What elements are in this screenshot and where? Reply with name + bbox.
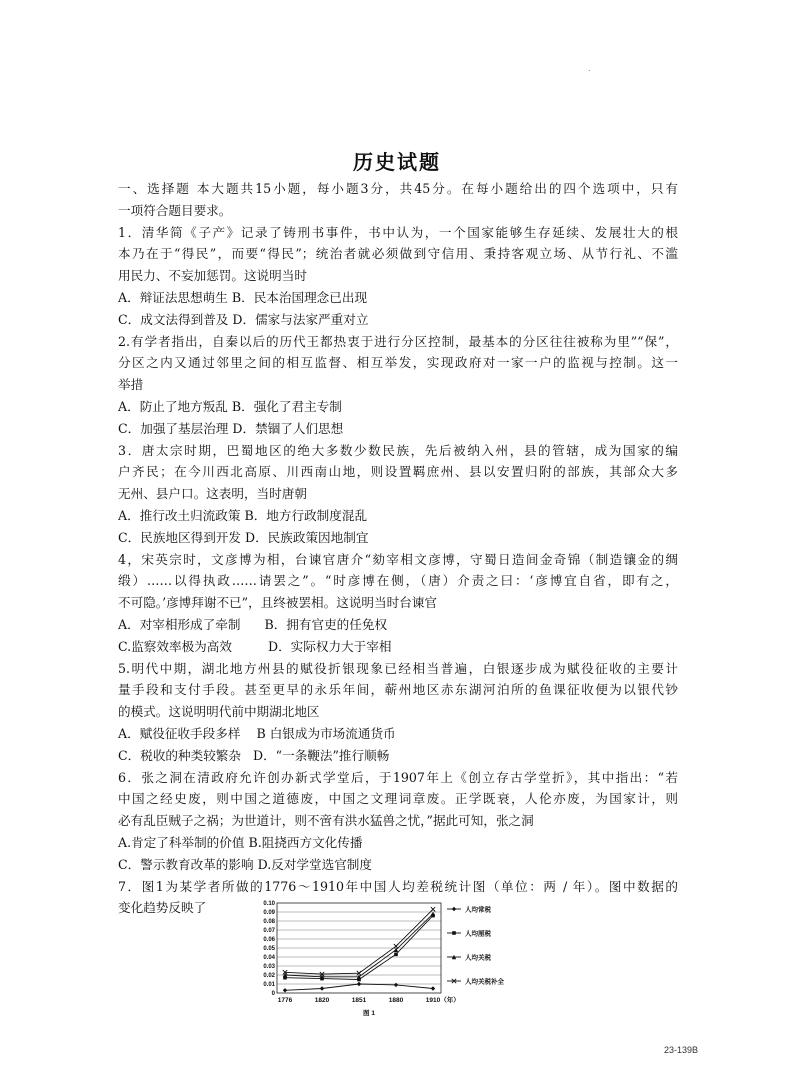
series-line bbox=[285, 916, 433, 980]
figure-1-chart bbox=[255, 895, 555, 1020]
legend-label: 人均厘税 bbox=[465, 930, 491, 938]
line-chart bbox=[255, 895, 555, 1020]
data-point bbox=[357, 982, 361, 986]
data-point bbox=[431, 912, 435, 916]
y-tick-label: 0.04 bbox=[263, 955, 275, 961]
q2-stem: 举措 bbox=[118, 377, 144, 393]
q7-stem: 7．图1为某学者所做的1776～1910年中国人均差税统计图（单位：两 / 年）。图中数据的 bbox=[118, 878, 678, 894]
q4-stem: 不可隐。’彦博拜谢不已”，且终被罢相。这说明当时台谏官 bbox=[118, 595, 437, 611]
y-tick-label: 0.03 bbox=[263, 964, 275, 970]
q3-stem: 户齐民；在今川西北高原、川西南山地，则设置羁庶州、县以安置归附的部族，其部众大多 bbox=[118, 464, 678, 480]
series-line bbox=[285, 909, 433, 974]
q2-stem: 2.有学者指出，自秦以后的历代王都热衷于进行分区控制，最基本的分区往往被称为里”“保”， bbox=[118, 333, 678, 349]
data-point bbox=[394, 953, 398, 957]
legend-label: 人均关税补全 bbox=[465, 978, 504, 986]
y-tick-label: 0.09 bbox=[263, 910, 275, 916]
q6-stem: 必有乱臣贼子之祸；为世道计，则不啻有洪水猛兽之忧，”据此可知，张之洞 bbox=[118, 813, 534, 829]
question-body bbox=[118, 178, 678, 919]
q7-stem: 变化趋势反映了 bbox=[118, 900, 207, 916]
q6-options: A.肯定了科举制的价值 B.阻挠西方文化传播 bbox=[118, 834, 363, 850]
legend-label: 人均常税 bbox=[465, 906, 491, 914]
x-tick-label: 1880 bbox=[388, 997, 404, 1004]
q2-options: C．加强了基层治理 D．禁锢了人们思想 bbox=[118, 420, 344, 436]
x-tick-label: 1820 bbox=[314, 997, 330, 1004]
q2-options: A．防止了地方叛乱 B．强化了君主专制 bbox=[118, 398, 342, 414]
q3-stem: 无州、县户口。这表明，当时唐朝 bbox=[118, 486, 307, 502]
q5-stem: 5.明代中期，湖北地方州县的赋役折银现象已经相当普遍，白银逐步成为赋役征收的主要计 bbox=[118, 660, 678, 676]
x-tick-label: 1910 bbox=[425, 997, 441, 1004]
y-tick-label: 0.10 bbox=[263, 901, 275, 907]
q4-stem: 4，宋英宗时，文彦博为相，台谏官唐介“劾宰相文彦博，守蜀日造间金奇锦（制造镶金的绸 bbox=[118, 551, 678, 567]
data-point bbox=[394, 983, 398, 987]
q5-stem: 的模式。这说明明代前中期湖北地区 bbox=[118, 704, 320, 720]
section-instruction-cont: 一项符合题目要求。 bbox=[118, 202, 232, 218]
y-tick-label: 0.08 bbox=[263, 919, 275, 925]
x-tick-label: 1776 bbox=[277, 997, 293, 1004]
q3-stem: 3．唐太宗时期，巴蜀地区的绝大多数少数民族，先后被纳入州，县的管辖，成为国家的编 bbox=[118, 442, 678, 458]
q1-stem: 用民力、不妄加惩罚。这说明当时 bbox=[118, 268, 307, 284]
q1-stem: 1．清华简《子产》记录了铸刑书事件，书中认为，一个国家能够生存延续、发展壮大的根 bbox=[118, 224, 678, 240]
y-tick-label: 0.01 bbox=[263, 982, 275, 988]
y-tick-label: 0.02 bbox=[263, 973, 275, 979]
x-axis-unit: （年） bbox=[440, 997, 460, 1004]
q5-options: A．赋役征收手段多样 B 白银成为市场流通货币 bbox=[118, 725, 396, 741]
q6-stem: 6．张之洞在清政府允许创办新式学堂后，于1907年上《创立存古学堂折》，其中指出：“若 bbox=[118, 769, 678, 785]
section-instruction: 一、选择题 本大题共15小题，每小题3分，共45分。在每小题给出的四个选项中，只有 bbox=[118, 181, 678, 196]
q1-stem: 本乃在于“得民”，而要“得民”；统治者就必须做到守信用、秉持客观立场、从节行礼、不滥 bbox=[118, 246, 678, 262]
y-tick-label: 0.07 bbox=[263, 928, 275, 934]
y-tick-label: 0.06 bbox=[263, 937, 275, 943]
q5-options: C．税收的种类较繁杂 D．“一条鞭法”推行顺畅 bbox=[118, 747, 390, 763]
series-line bbox=[285, 914, 433, 977]
q1-options: A．辩证法思想萌生 B．民本治国理念已出现 bbox=[118, 289, 368, 305]
page-title: 历史试题 bbox=[353, 150, 441, 174]
figure-caption: 图 1 bbox=[363, 1010, 375, 1017]
corner-mark: . bbox=[588, 64, 591, 73]
q1-options: C．成文法得到普及 D．儒家与法家严重对立 bbox=[118, 311, 369, 327]
q4-options: C.监察效率极为高效 D．实际权力大于宰相 bbox=[118, 638, 392, 654]
legend-marker bbox=[452, 907, 456, 911]
y-tick-label: 0.05 bbox=[263, 946, 275, 952]
y-tick-label: 0 bbox=[271, 991, 275, 997]
legend-marker bbox=[452, 931, 456, 935]
q6-options: C．警示教育改革的影响 D.反对学堂选官制度 bbox=[118, 856, 372, 872]
x-tick-label: 1851 bbox=[351, 997, 367, 1004]
page-code: 23-139B bbox=[663, 1045, 698, 1055]
q2-stem: 分区之内又通过邻里之间的相互监督、相互举发，实现政府对一家一户的监视与控制。这一 bbox=[118, 355, 678, 371]
q6-stem: 中国之经史废，则中国之道德废，中国之文理词章废。正学既衰，人伦亦废，为国家计，则 bbox=[118, 791, 678, 807]
data-point bbox=[431, 986, 435, 990]
q3-options: A．推行改土归流政策 B．地方行政制度混乱 bbox=[118, 507, 368, 523]
q3-options: C．民族地区得到开发 D．民族政策因地制宜 bbox=[118, 529, 369, 545]
q4-options: A．对宰相形成了牵制 B．拥有官吏的任免权 bbox=[118, 616, 388, 632]
q5-stem: 量手段和支付手段。甚至更早的永乐年间，蕲州地区赤东湖河泊所的鱼课征收便为以银代钞 bbox=[118, 682, 678, 698]
data-point bbox=[431, 907, 435, 911]
q4-stem: 缎）……以得执政……请罢之”。“时彦博在侧，（唐）介责之曰：‘彦博宜自省，即有之， bbox=[118, 573, 678, 589]
legend-label: 人均关税 bbox=[465, 954, 491, 962]
data-point bbox=[283, 988, 287, 992]
data-point bbox=[320, 986, 324, 990]
